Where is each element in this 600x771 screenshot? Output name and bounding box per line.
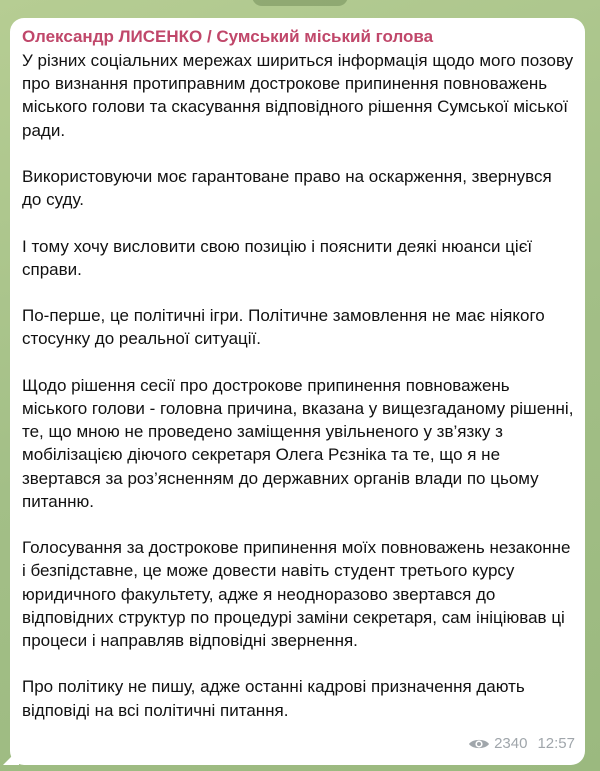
eye-icon <box>468 737 490 751</box>
message-time: 12:57 <box>537 735 575 752</box>
message-bubble[interactable] <box>10 18 585 765</box>
message-paragraph: Щодо рішення сесії про дострокове припинення повноважень міського голови - головна причина, вказана у вищезгаданому рішенні, те, що мною не проведено заміщення увільненого у зв’язку з мобілізацією діючого секретаря Олега Рєзніка та те, що я не звертався за роз’ясненням до державних органів влади по цьому питанню. <box>22 375 574 511</box>
message-text <box>22 49 575 722</box>
view-count: 2340 <box>494 735 528 752</box>
date-pill <box>252 0 348 6</box>
message-paragraph: У різних соціальних мережах шириться інформація щодо мого позову про визнання протиправним дострокове припинення повноважень міського голови та скасування відповідного рішення Сумської міської ради. <box>22 51 574 140</box>
message-meta <box>468 735 575 753</box>
sender-name[interactable]: Олександр ЛИСЕНКО / Сумський міський голова <box>22 27 434 46</box>
message-paragraph: Про політику не пишу, адже останні кадрові призначення дають відповіді на всі політичні питання. <box>22 677 525 720</box>
message-paragraph: Використовуючи моє гарантоване право на оскарження, звернувся до суду. <box>22 167 552 210</box>
message-paragraph: Голосування за дострокове припинення моїх повноважень незаконне і безпідставне, це може довести навіть студент третього курсу юридичного факультету, адже я неодноразово звертався до відповідних структур по процедурі заміни секретаря, сам ініціював ці процеси і направляв відповідні звернення. <box>22 538 571 650</box>
message-paragraph: По-перше, це політичні ігри. Політичне замовлення не має ніякого стосунку до реальної ситуації. <box>22 306 545 349</box>
message-paragraph: І тому хочу висловити свою позицію і пояснити деякі нюанси цієї справи. <box>22 236 533 279</box>
